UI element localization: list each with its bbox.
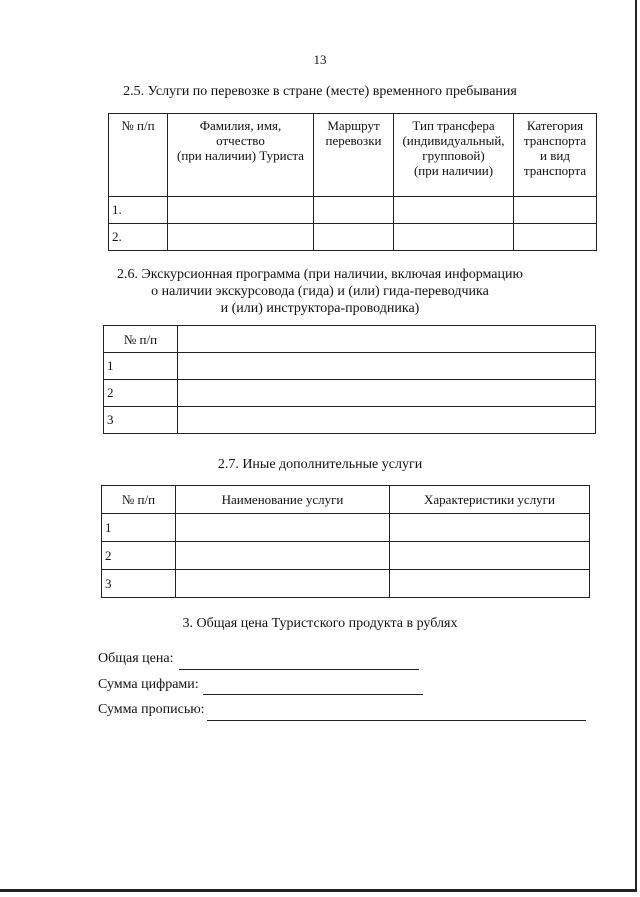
row-number: 1. [109, 197, 168, 224]
transport-header-route: Маршрут перевозки [314, 114, 394, 197]
table-cell[interactable] [394, 197, 514, 224]
excursion-header-number: № п/п [104, 326, 178, 353]
table-cell[interactable] [168, 197, 314, 224]
table-cell[interactable] [168, 224, 314, 251]
table-cell[interactable] [390, 570, 590, 598]
table-cell[interactable] [178, 407, 596, 434]
row-number: 2 [102, 542, 176, 570]
total-price-label: Общая цена: [98, 651, 174, 666]
excursion-table [103, 325, 596, 434]
section-excursion-title: 2.6. Экскурсионная программа (при наличии, включая информацию о наличии экскурсовода (гида) и (или) гида-переводчика и (или) инструктора-проводника) [117, 267, 523, 316]
table-cell[interactable] [514, 224, 597, 251]
amount-digits-field[interactable] [203, 694, 423, 695]
table-row [104, 407, 596, 434]
amount-words-label: Сумма прописью: [98, 702, 205, 717]
amount-digits-label: Сумма цифрами: [98, 677, 199, 692]
transport-table [108, 113, 597, 251]
excursion-header-row [104, 326, 596, 353]
table-cell[interactable] [314, 197, 394, 224]
table-cell[interactable] [176, 514, 390, 542]
transport-header-number: № п/п [109, 114, 168, 197]
transport-header-transfer-type: Тип трансфера (индивидуальный, групповой) (при наличии) [394, 114, 514, 197]
table-cell[interactable] [176, 542, 390, 570]
table-cell[interactable] [390, 542, 590, 570]
row-number: 2 [104, 380, 178, 407]
other-header-service-name: Наименование услуги [176, 486, 390, 514]
table-cell[interactable] [390, 514, 590, 542]
other-header-row [102, 486, 590, 514]
table-row [104, 353, 596, 380]
row-number: 3 [102, 570, 176, 598]
table-row [102, 514, 590, 542]
amount-words-field[interactable] [207, 720, 586, 721]
row-number: 1 [104, 353, 178, 380]
section-other-title: 2.7. Иные дополнительные услуги [217, 457, 423, 472]
table-row [109, 197, 597, 224]
transport-header-tourist-name: Фамилия, имя, отчество (при наличии) Туриста [168, 114, 314, 197]
transport-header-row [109, 114, 597, 197]
other-header-service-characteristics: Характеристики услуги [390, 486, 590, 514]
table-row [102, 542, 590, 570]
table-cell[interactable] [514, 197, 597, 224]
other-services-table [101, 485, 590, 598]
page-number: 13 [313, 52, 327, 67]
transport-header-vehicle-category: Категория транспорта и вид транспорта [514, 114, 597, 197]
total-price-field[interactable] [179, 669, 419, 670]
other-header-number: № п/п [102, 486, 176, 514]
table-row [102, 570, 590, 598]
section-transport-title: 2.5. Услуги по перевозке в стране (месте) временного пребывания [123, 84, 517, 99]
table-cell[interactable] [178, 326, 596, 353]
table-cell[interactable] [176, 570, 390, 598]
table-cell[interactable] [314, 224, 394, 251]
row-number: 3 [104, 407, 178, 434]
table-cell[interactable] [178, 380, 596, 407]
table-cell[interactable] [178, 353, 596, 380]
table-row [109, 224, 597, 251]
row-number: 1 [102, 514, 176, 542]
section-price-title: 3. Общая цена Туристского продукта в рублях [182, 616, 458, 631]
row-number: 2. [109, 224, 168, 251]
table-row [104, 380, 596, 407]
table-cell[interactable] [394, 224, 514, 251]
